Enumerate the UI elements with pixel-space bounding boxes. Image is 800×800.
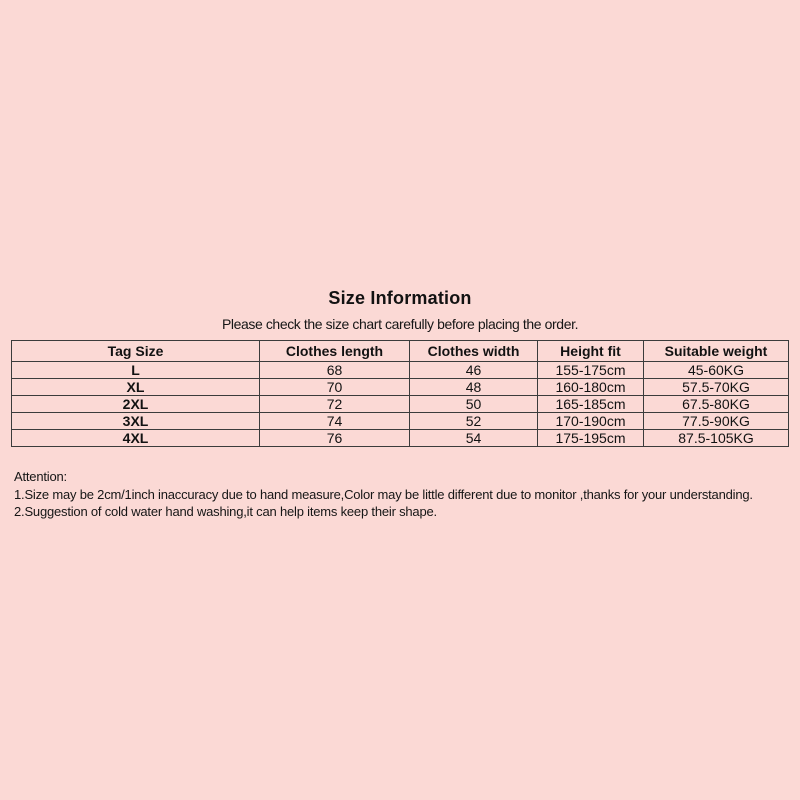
header-clothes-width: Clothes width — [410, 341, 538, 362]
header-clothes-length: Clothes length — [260, 341, 410, 362]
cell-clothes-length: 68 — [260, 362, 410, 379]
attention-note-2: 2.Suggestion of cold water hand washing,it can help items keep their shape. — [14, 504, 437, 519]
cell-clothes-length: 74 — [260, 413, 410, 430]
attention-section — [14, 468, 796, 521]
table-row — [12, 379, 789, 396]
table-row — [12, 430, 789, 447]
cell-suitable-weight: 77.5-90KG — [644, 413, 789, 430]
attention-heading: Attention: — [14, 469, 67, 484]
table-row — [12, 396, 789, 413]
cell-height-fit: 170-190cm — [538, 413, 644, 430]
header-height-fit: Height fit — [538, 341, 644, 362]
cell-tag-size: L — [12, 362, 260, 379]
cell-suitable-weight: 45-60KG — [644, 362, 789, 379]
cell-tag-size: 4XL — [12, 430, 260, 447]
cell-clothes-width: 54 — [410, 430, 538, 447]
cell-tag-size: 2XL — [12, 396, 260, 413]
header-suitable-weight: Suitable weight — [644, 341, 789, 362]
size-table-header-row — [12, 341, 789, 362]
cell-height-fit: 155-175cm — [538, 362, 644, 379]
cell-tag-size: 3XL — [12, 413, 260, 430]
cell-height-fit: 175-195cm — [538, 430, 644, 447]
table-row — [12, 362, 789, 379]
cell-clothes-length: 76 — [260, 430, 410, 447]
cell-suitable-weight: 87.5-105KG — [644, 430, 789, 447]
cell-clothes-length: 70 — [260, 379, 410, 396]
cell-height-fit: 165-185cm — [538, 396, 644, 413]
cell-suitable-weight: 67.5-80KG — [644, 396, 789, 413]
cell-clothes-length: 72 — [260, 396, 410, 413]
table-row — [12, 413, 789, 430]
cell-height-fit: 160-180cm — [538, 379, 644, 396]
cell-tag-size: XL — [12, 379, 260, 396]
subtitle: Please check the size chart carefully before placing the order. — [221, 316, 579, 332]
size-table — [11, 340, 789, 447]
cell-clothes-width: 50 — [410, 396, 538, 413]
attention-note-1: 1.Size may be 2cm/1inch inaccuracy due to hand measure,Color may be little different due to monitor ,thanks for your understanding. — [14, 486, 753, 502]
cell-clothes-width: 48 — [410, 379, 538, 396]
cell-clothes-width: 52 — [410, 413, 538, 430]
cell-suitable-weight: 57.5-70KG — [644, 379, 789, 396]
header-tag-size: Tag Size — [12, 341, 260, 362]
cell-clothes-width: 46 — [410, 362, 538, 379]
page-title: Size Information — [328, 288, 472, 308]
